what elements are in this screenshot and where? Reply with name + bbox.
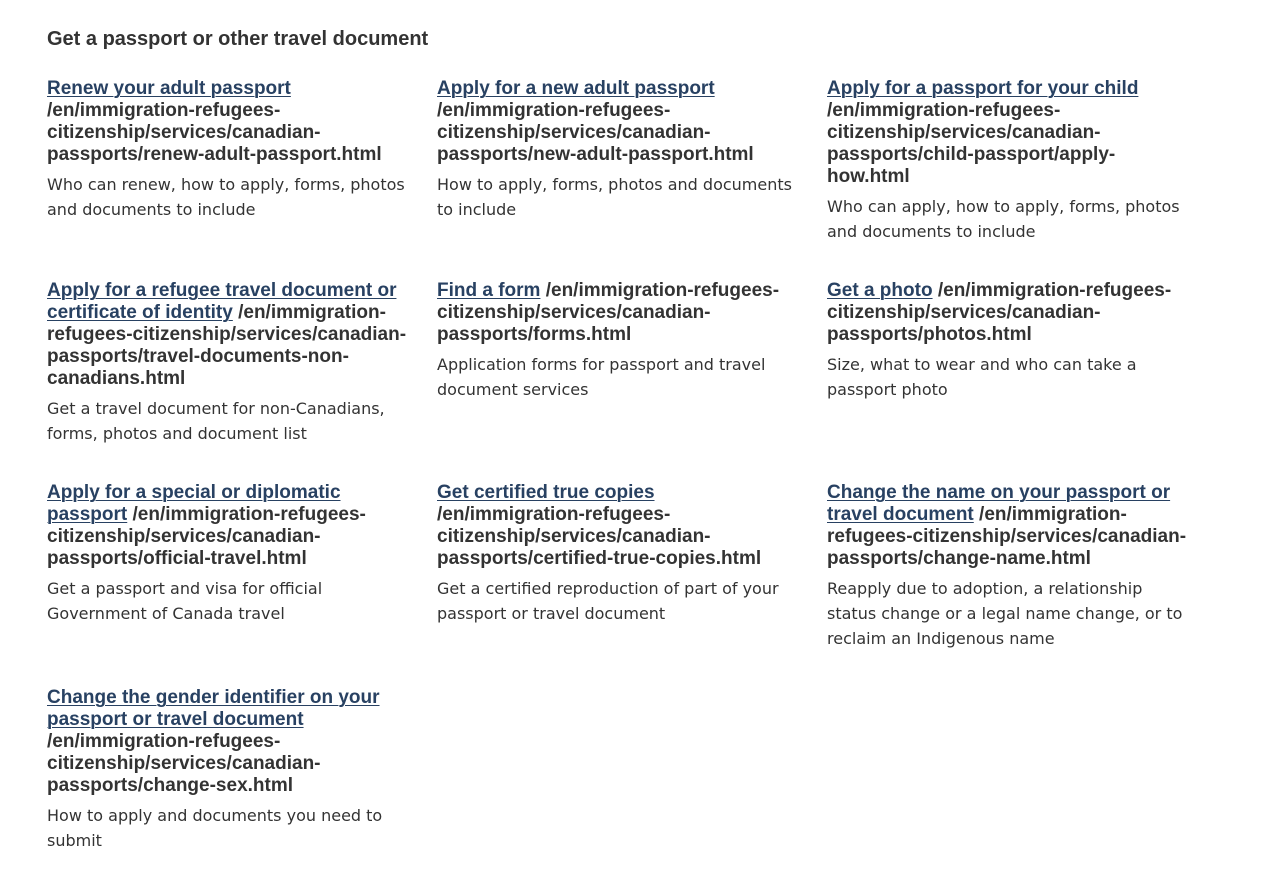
certified-true-copies-link[interactable]: Get certified true copies bbox=[437, 482, 655, 503]
card-title bbox=[827, 280, 1187, 346]
card-title bbox=[437, 482, 797, 570]
change-name-link[interactable]: Change the name on your passport or travel document bbox=[827, 482, 1171, 525]
find-a-form-link[interactable]: Find a form bbox=[437, 280, 541, 301]
card-certified-true-copies bbox=[437, 482, 797, 626]
card-url: /en/immigration-refugees- citizenship/services/canadian- passports/new-adult-passport.html bbox=[437, 100, 754, 165]
card-url: /en/immigration-refugees- citizenship/services/canadian- passports/photos.html bbox=[827, 280, 1172, 345]
card-description: Who can renew, how to apply, forms, photos and documents to include bbox=[47, 175, 405, 219]
card-url: /en/immigration-refugees- citizenship/services/canadian- passports/child-passport/apply- how.html bbox=[827, 100, 1116, 187]
card-description: Size, what to wear and who can take a passport photo bbox=[827, 355, 1137, 399]
card-description: Get a travel document for non-Canadians, forms, photos and document list bbox=[47, 399, 385, 443]
card-description: Get a certified reproduction of part of your passport or travel document bbox=[437, 579, 779, 623]
card-title bbox=[47, 78, 407, 166]
card-title bbox=[437, 78, 797, 166]
card-url: /en/immigration-refugees- citizenship/services/canadian- passports/renew-adult-passport.html bbox=[47, 100, 382, 165]
card-title bbox=[47, 280, 407, 390]
card-url: /en/immigration-refugees- citizenship/services/canadian- passports/official-travel.html bbox=[47, 504, 366, 569]
card-url: /en/immigration- refugees-citizenship/services/canadian- passports/travel-documents-non- canadians.html bbox=[47, 302, 407, 389]
renew-adult-passport-link[interactable]: Renew your adult passport bbox=[47, 78, 291, 99]
card-get-a-photo bbox=[827, 280, 1187, 402]
card-new-adult-passport bbox=[437, 78, 797, 222]
card-description: Application forms for passport and travel document services bbox=[437, 355, 766, 399]
card-url: /en/immigration-refugees- citizenship/services/canadian- passports/change-sex.html bbox=[47, 731, 321, 796]
card-renew-adult-passport bbox=[47, 78, 407, 222]
child-passport-link[interactable]: Apply for a passport for your child bbox=[827, 78, 1139, 99]
refugee-travel-document-link[interactable]: Apply for a refugee travel document or certificate of identity bbox=[47, 280, 397, 323]
card-find-a-form bbox=[437, 280, 797, 402]
card-description: Who can apply, how to apply, forms, photos and documents to include bbox=[827, 197, 1180, 241]
card-description: Reapply due to adoption, a relationship status change or a legal name change, or to reclaim an Indigenous name bbox=[827, 579, 1183, 648]
card-description: How to apply and documents you need to submit bbox=[47, 806, 383, 850]
card-url: /en/immigration-refugees- citizenship/services/canadian- passports/certified-true-copies.html bbox=[437, 504, 762, 569]
special-diplomatic-passport-link[interactable]: Apply for a special or diplomatic passport bbox=[47, 482, 341, 525]
get-a-photo-link[interactable]: Get a photo bbox=[827, 280, 933, 301]
card-title bbox=[827, 78, 1187, 188]
card-url: /en/immigration- refugees-citizenship/services/canadian- passports/change-name.html bbox=[827, 504, 1187, 569]
card-description: Get a passport and visa for official Government of Canada travel bbox=[47, 579, 323, 623]
section-heading: Get a passport or other travel document bbox=[47, 28, 429, 50]
card-description: How to apply, forms, photos and documents to include bbox=[437, 175, 792, 219]
card-title bbox=[437, 280, 797, 346]
card-special-diplomatic-passport bbox=[47, 482, 407, 626]
card-change-name bbox=[827, 482, 1187, 651]
card-title bbox=[47, 687, 407, 797]
card-child-passport bbox=[827, 78, 1187, 244]
change-gender-identifier-link[interactable]: Change the gender identifier on your passport or travel document bbox=[47, 687, 380, 730]
card-change-gender-identifier bbox=[47, 687, 407, 853]
card-title bbox=[47, 482, 407, 570]
card-url: /en/immigration-refugees- citizenship/services/canadian- passports/forms.html bbox=[437, 280, 780, 345]
card-title bbox=[827, 482, 1187, 570]
new-adult-passport-link[interactable]: Apply for a new adult passport bbox=[437, 78, 715, 99]
card-refugee-travel-document bbox=[47, 280, 407, 446]
